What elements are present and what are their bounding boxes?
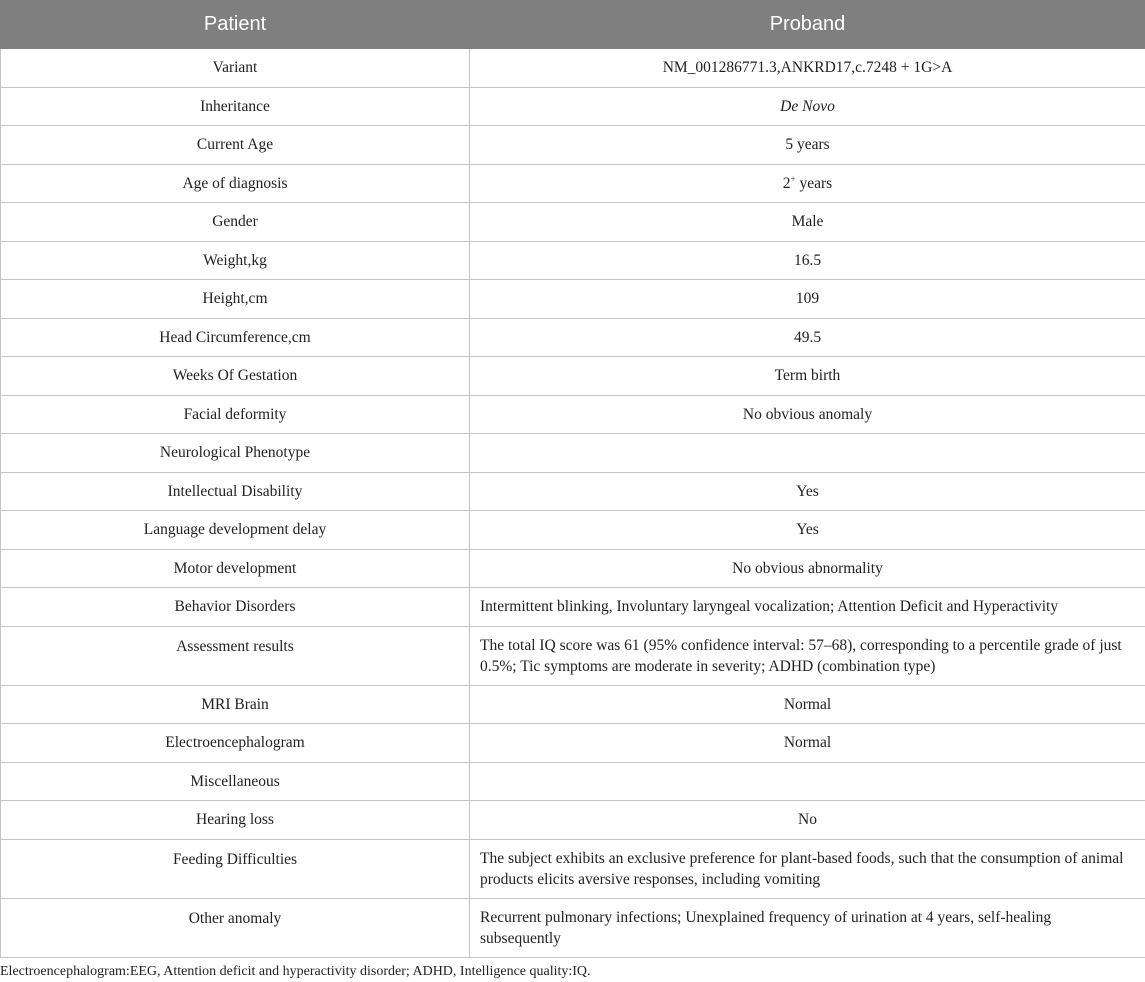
- table-row: [1, 898, 1145, 957]
- row-label: Hearing loss: [1, 801, 470, 840]
- row-value: Term birth: [470, 357, 1145, 396]
- value-number: 2: [782, 174, 791, 192]
- row-value: [470, 762, 1145, 801]
- row-value: Male: [470, 203, 1145, 242]
- row-label: Facial deformity: [1, 395, 470, 434]
- table-row: [1, 685, 1145, 724]
- row-label: Inheritance: [1, 87, 470, 126]
- row-label: Head Circumference,cm: [1, 318, 470, 357]
- row-label: Feeding Difficulties: [1, 839, 470, 898]
- row-label: Current Age: [1, 126, 470, 165]
- table-row: [1, 549, 1145, 588]
- row-label: Height,cm: [1, 280, 470, 319]
- table-row: [1, 472, 1145, 511]
- column-header-patient: Patient: [1, 1, 470, 49]
- row-value: 109: [470, 280, 1145, 319]
- table-header-row: [1, 1, 1145, 49]
- row-label: Electroencephalogram: [1, 724, 470, 763]
- row-label: Language development delay: [1, 511, 470, 550]
- row-label: Behavior Disorders: [1, 588, 470, 627]
- row-value: De Novo: [470, 87, 1145, 126]
- table-row: [1, 762, 1145, 801]
- row-value: NM_001286771.3,ANKRD17,c.7248 + 1G>A: [470, 49, 1145, 88]
- row-value: 49.5: [470, 318, 1145, 357]
- row-label: Assessment results: [1, 626, 470, 685]
- row-value: [470, 434, 1145, 473]
- value-unit: years: [795, 174, 833, 192]
- row-label: Neurological Phenotype: [1, 434, 470, 473]
- row-label: Motor development: [1, 549, 470, 588]
- table-row: [1, 357, 1145, 396]
- table-row: [1, 87, 1145, 126]
- row-value: Normal: [470, 685, 1145, 724]
- row-value: Yes: [470, 472, 1145, 511]
- table-row: [1, 126, 1145, 165]
- row-label: Age of diagnosis: [1, 164, 470, 203]
- row-value: The total IQ score was 61 (95% confidence interval: 57–68), corresponding to a percentile grade of just 0.5%; Tic symptoms are moderate in severity; ADHD (combination type): [470, 626, 1145, 685]
- row-value: Intermittent blinking, Involuntary laryngeal vocalization; Attention Deficit and Hyperactivity: [470, 588, 1145, 627]
- table-row: [1, 395, 1145, 434]
- table-row: [1, 241, 1145, 280]
- table-row: [1, 724, 1145, 763]
- row-value: No obvious abnormality: [470, 549, 1145, 588]
- table-footnote: Electroencephalogram:EEG, Attention deficit and hyperactivity disorder; ADHD, Intelligence quality:IQ.: [0, 964, 591, 979]
- table-row: [1, 203, 1145, 242]
- row-value: Normal: [470, 724, 1145, 763]
- table-row: [1, 318, 1145, 357]
- row-value: 16.5: [470, 241, 1145, 280]
- row-value: Yes: [470, 511, 1145, 550]
- table-row: [1, 511, 1145, 550]
- row-value: 5 years: [470, 126, 1145, 165]
- row-label: Miscellaneous: [1, 762, 470, 801]
- row-value: No: [470, 801, 1145, 840]
- table-row: [1, 49, 1145, 88]
- row-value: [470, 164, 1145, 203]
- table-row: [1, 839, 1145, 898]
- table-row: [1, 434, 1145, 473]
- row-label: Variant: [1, 49, 470, 88]
- table-row: [1, 588, 1145, 627]
- row-label: Intellectual Disability: [1, 472, 470, 511]
- row-value: Recurrent pulmonary infections; Unexplained frequency of urination at 4 years, self-healing subsequently: [470, 898, 1145, 957]
- row-value: No obvious anomaly: [470, 395, 1145, 434]
- table-row: [1, 164, 1145, 203]
- row-value: The subject exhibits an exclusive preference for plant-based foods, such that the consumption of animal products elicits aversive responses, including vomiting: [470, 839, 1145, 898]
- value-superscript: +: [790, 173, 796, 184]
- column-header-proband: Proband: [470, 1, 1145, 49]
- row-label: MRI Brain: [1, 685, 470, 724]
- row-label: Weight,kg: [1, 241, 470, 280]
- table-row: [1, 626, 1145, 685]
- row-label: Other anomaly: [1, 898, 470, 957]
- table-row: [1, 801, 1145, 840]
- row-label: Gender: [1, 203, 470, 242]
- row-label: Weeks Of Gestation: [1, 357, 470, 396]
- table-row: [1, 280, 1145, 319]
